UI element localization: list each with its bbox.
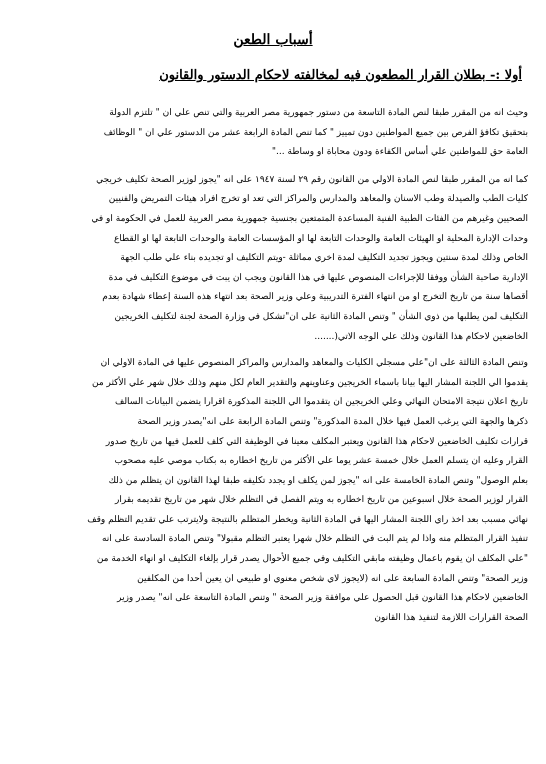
text-line: الصحة القرارات اللازمة لتنفيذ هذا القانون xyxy=(374,612,528,623)
text-line: الخاضعين لاحكام هذا القانون قبل الحصول علي موافقة وزير الصحة " وتنص المادة التاسعة على انه" يصدر وزير xyxy=(117,593,528,604)
text-line: وحدات الإدارة المحلية او الهيئات العامة والوحدات التابعة لها او المؤسسات العامة والوحدات التابعة لها او القطاع xyxy=(113,233,528,244)
text-line: وحيث انه من المقرر طبقا لنص المادة التاسعة من دستور جمهورية مصر العربية والتي تنص علي ان " تلتزم الدولة xyxy=(109,108,528,118)
document-title: أسباب الطعن xyxy=(233,32,313,48)
text-line: كما انه من المقرر طبقا لنص المادة الاولي من القانون رقم ٢٩ لسنة ١٩٤٧ على انه "يجوز لوزير الصحة تكليف خريجي xyxy=(96,174,528,185)
paragraph-1 xyxy=(16,104,528,163)
document-body xyxy=(16,104,528,628)
text-line: التكليف لمن يطلبها من ذوي الشأن " وتنص المادة الثانية على ان"تشكل في وزارة الصحة لجنة لتكليف الخريجين xyxy=(114,311,528,322)
text-line: وتنص المادة الثالثة على ان"علي مسجلي الكليات والمعاهد والمدارس والمراكز المنصوص عليها في المادة الاولي ان xyxy=(100,358,528,369)
text-line: الخاص وذلك لمدة سنتين ويجوز تجديد التكليف لمدة اخري مماثلة -ويتم التكليف او تجديده بناء علي طلب الجهة xyxy=(120,253,528,264)
text-line: يقدموا الي اللجنة المشار اليها بيانا باسماء الخريجين وعناوينهم والتقدير العام لكل منهم وذلك خلال شهر علي الأكثر من xyxy=(91,377,528,388)
text-line: "علي المكلف ان يقوم باعمال وظيفته مابقي التكليف وفي جميع الأحوال يصدر قرار بإلغاء التكليف او انهاء الخدمة من xyxy=(96,554,528,565)
text-line: العامة حق للمواطنين علي أساس الكفاءة ودون محاباة او وساطة ..." xyxy=(271,147,528,158)
text-line: القرار وعليه ان يتسلم العمل خلال خمسة عشر يوما علي الأكثر من تاريخ اخطاره به بكتاب موصي عليه مصحوب xyxy=(114,456,528,467)
text-line: أقصاها سنة من تاريخ التخرج او من انتهاء الفترة التدريبية وعلي وزير الصحة بعد انتهاء هذه السنة إعطاء شهادة بعدم xyxy=(102,292,528,303)
text-line: نهائي مسبب بعد اخذ راي اللجنة المشار اليها في المادة الثانية ويخطر المتظلم بالنتيجة ولايترتب علي تقديم التظلم وقف xyxy=(87,514,528,525)
text-line: ذكرها والجهة التي يرغب العمل فيها خلال المدة المذكورة" وتنص المادة الرابعة على انه"يصدر وزير الصحة xyxy=(137,416,528,427)
section-heading: أولا :- بطلان القرار المطعون فيه لمخالفته لاحكام الدستور والقانون xyxy=(159,68,522,83)
text-line: كليات الطب والصيدلة وطب الاسنان والمعاهد والمدارس والمراكز التي تعد او تخرج افراد هيئات التمريض والفنيين xyxy=(108,194,528,205)
text-line: تنفيذ القرار المتظلم منه واذا لم يتم البت في التظلم خلال شهرا يعتبر التظلم مقبولا" وتنص المادة السادسة على انه xyxy=(101,534,528,545)
paragraph-3 xyxy=(16,354,528,628)
text-line: بعلم الوصول" وتنص المادة الخامسة على انه "يجوز لمن يكلف او يجدد تكليفه طبقا لهذا القانون ان يتظلم من ذلك xyxy=(108,475,528,486)
text-line: قرارات تكليف الخاضعين لاحكام هذا القانون ويعتبر المكلف معينا في الوظيفة التي كلف للعمل فيها من تاريخ صدور xyxy=(105,436,528,447)
text-line: الخاضعين لاحكام هذا القانون وذلك علي الوجه الاتي(....... xyxy=(314,331,528,342)
text-line: وزير الصحة" وتنص المادة السابعة على انه (لايجوز لاي شخص معنوي او طبيعي ان يعين أحدا من المكلفين xyxy=(137,573,528,584)
text-line: بتحقيق تكافؤ الفرص بين جميع المواطنين دون تمييز " كما تنص المادة الرابعة عشر من الدستور علي ان " الوظائف xyxy=(103,127,528,138)
text-line: الإدارية صاحبة الشأن ووفقا للإجراءات المنصوص عليها في هذا القانون ويجب ان يبت في موضوع التكليف في مدة xyxy=(108,272,528,283)
text-line: القرار لوزير الصحة خلال اسبوعين من تاريخ اخطاره به ويتم الفصل في التظلم خلال شهر من تاريخ تقديمه بقرار xyxy=(115,495,528,506)
paragraph-2 xyxy=(16,171,528,347)
text-line: تاريخ اعلان نتيجة الامتحان النهائي وعلي الخريجين ان يتقدموا الي اللجنة المذكورة اقرارا يتضمن البيانات السالف xyxy=(115,397,528,408)
text-line: الصحيين وغيرهم من الفئات الطبية الفنية المساعدة المتمتعين بجنسية جمهورية مصر العربية للعمل في الحكومة او في xyxy=(91,213,528,224)
